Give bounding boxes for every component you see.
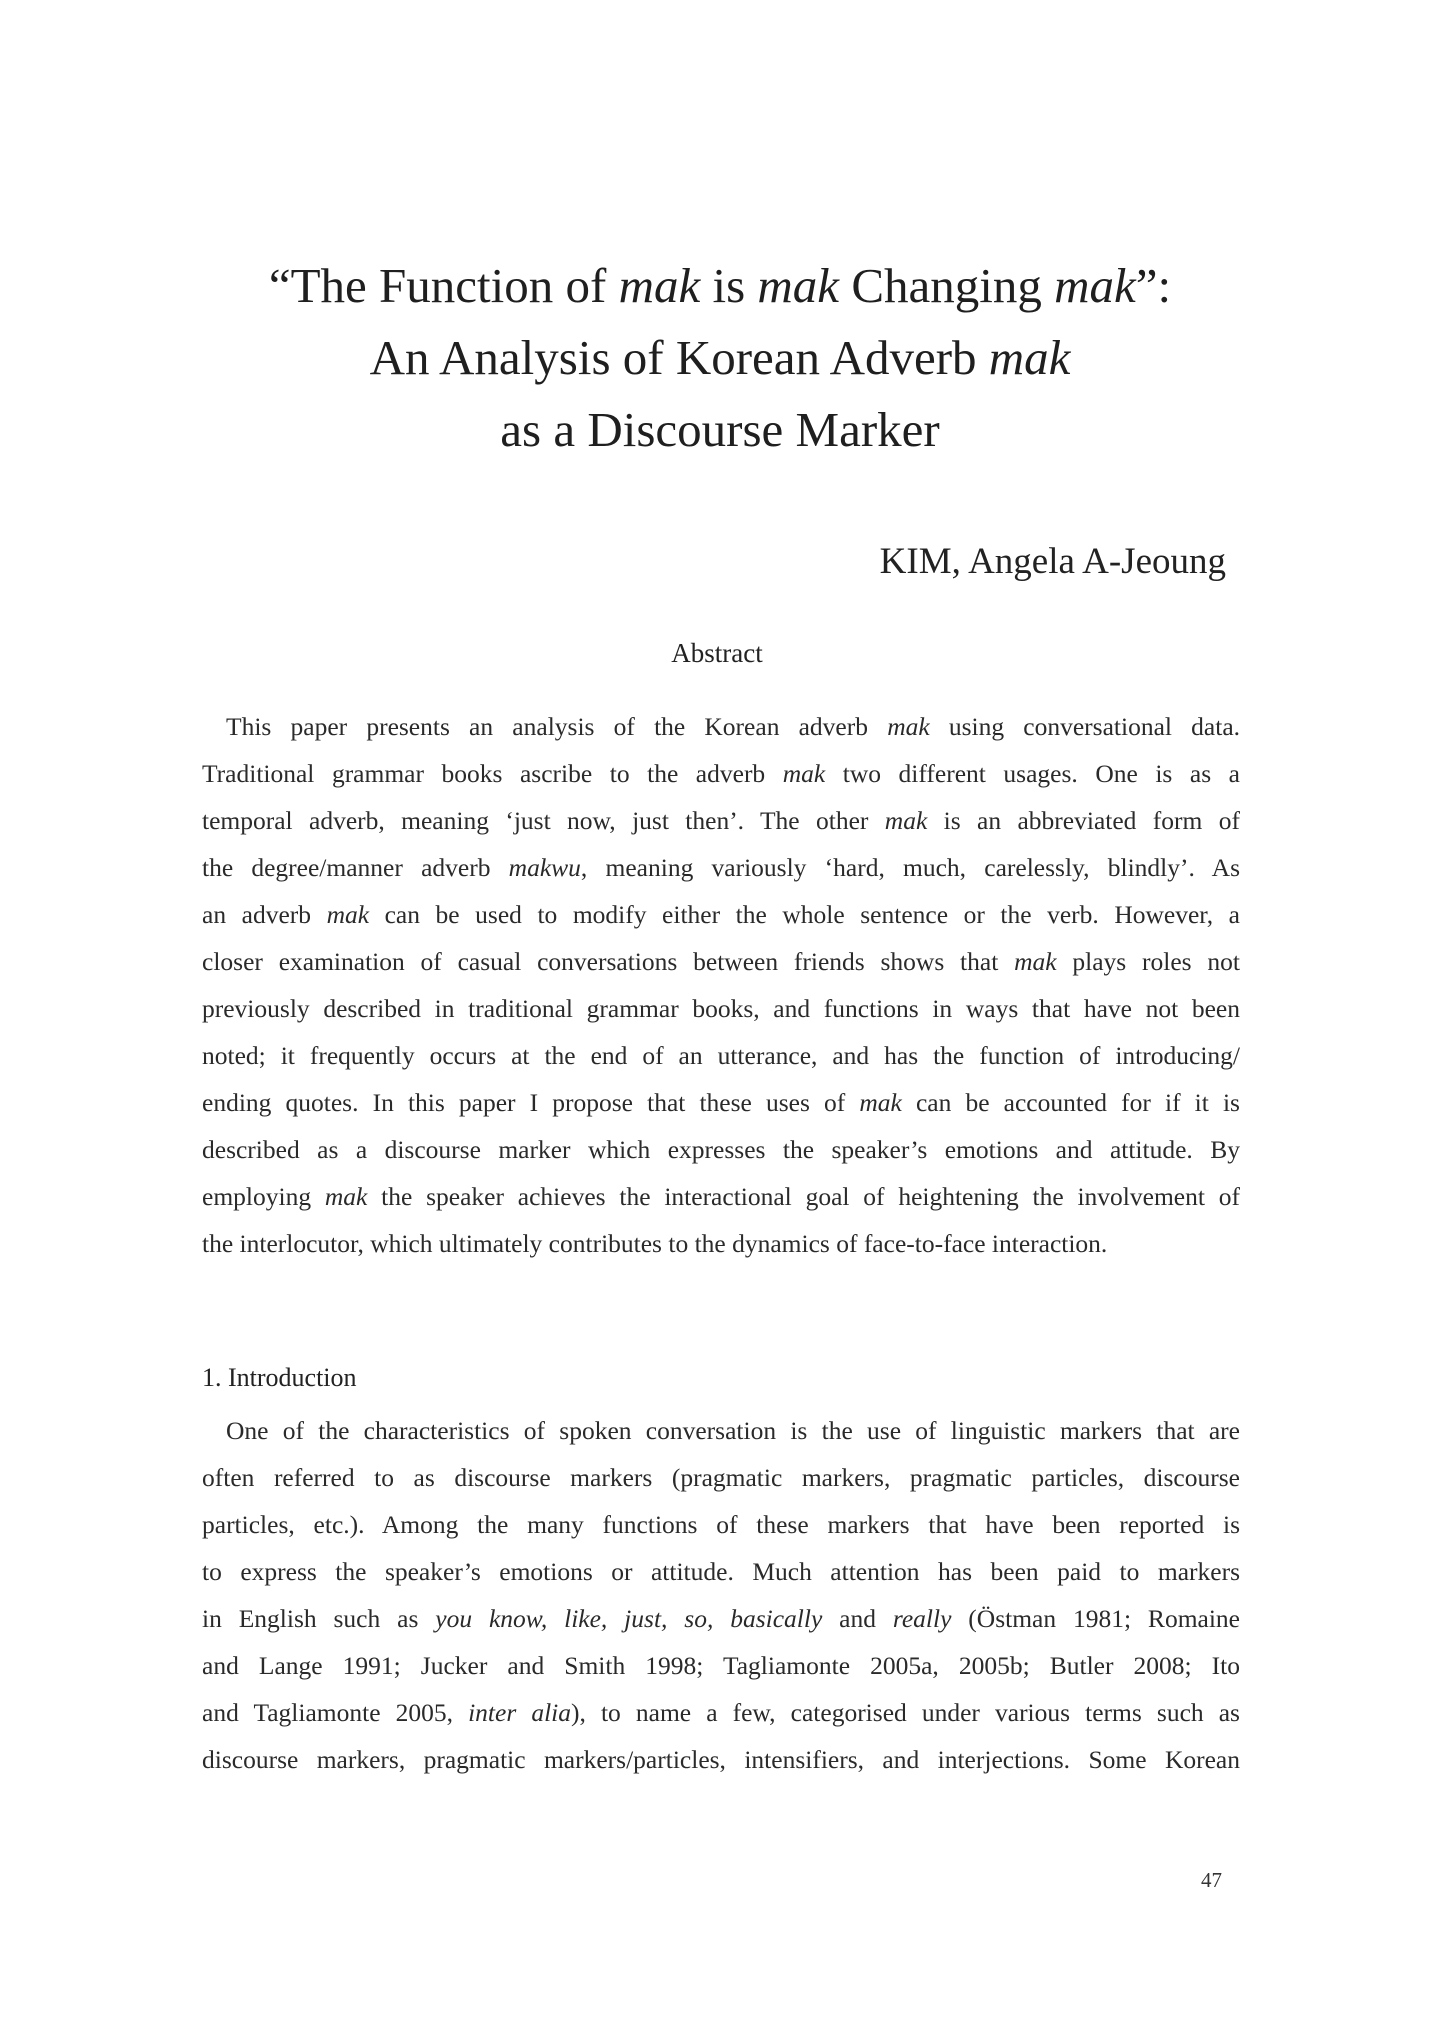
- abstract-line: the interlocutor, which ultimately contributes to the dynamics of face-to-face interaction.: [202, 1229, 1108, 1258]
- title-line-2: An Analysis of Korean Adverb mak: [369, 330, 1071, 385]
- intro-line: and Lange 1991; Jucker and Smith 1998; Tagliamonte 2005a, 2005b; Butler 2008; Ito: [202, 1651, 1240, 1680]
- abstract-line: previously described in traditional grammar books, and functions in ways that have not been: [202, 994, 1240, 1023]
- title-line-1: “The Function of mak is mak Changing mak”:: [268, 258, 1172, 313]
- intro-line: One of the characteristics of spoken conversation is the use of linguistic markers that are: [226, 1416, 1240, 1445]
- abstract-line: ending quotes. In this paper I propose that these uses of mak can be accounted for if it is: [202, 1088, 1240, 1117]
- intro-line: often referred to as discourse markers (pragmatic markers, pragmatic particles, discourse: [202, 1463, 1240, 1492]
- section-heading-introduction: 1. Introduction: [202, 1363, 357, 1392]
- intro-line: to express the speaker’s emotions or attitude. Much attention has been paid to markers: [202, 1557, 1240, 1586]
- author-name: KIM, Angela A-Jeoung: [879, 541, 1226, 582]
- page-number: 47: [1201, 1868, 1222, 1892]
- abstract-line: an adverb mak can be used to modify either the whole sentence or the verb. However, a: [202, 900, 1240, 929]
- intro-line: particles, etc.). Among the many functions of these markers that have been reported is: [202, 1510, 1240, 1539]
- abstract-body: [202, 703, 1240, 1267]
- abstract-line: noted; it frequently occurs at the end of an utterance, and has the function of introducing/: [202, 1041, 1240, 1070]
- abstract-line: This paper presents an analysis of the Korean adverb mak using conversational data.: [226, 712, 1240, 741]
- abstract-heading: Abstract: [671, 638, 763, 668]
- abstract-line: Traditional grammar books ascribe to the adverb mak two different usages. One is as a: [202, 759, 1240, 788]
- paper-title: [200, 250, 1240, 466]
- abstract-line: temporal adverb, meaning ‘just now, just then’. The other mak is an abbreviated form of: [202, 806, 1240, 835]
- introduction-body: [202, 1407, 1240, 1783]
- intro-line: and Tagliamonte 2005, inter alia), to name a few, categorised under various terms such as: [202, 1698, 1240, 1727]
- intro-line: discourse markers, pragmatic markers/particles, intensifiers, and interjections. Some Korean: [202, 1745, 1240, 1774]
- intro-line: in English such as you know, like, just, so, basically and really (Östman 1981; Romaine: [202, 1604, 1240, 1633]
- abstract-line: the degree/manner adverb makwu, meaning variously ‘hard, much, carelessly, blindly’. As: [202, 853, 1240, 882]
- abstract-line: employing mak the speaker achieves the interactional goal of heightening the involvement of: [202, 1182, 1240, 1211]
- title-line-3: as a Discourse Marker: [500, 402, 940, 457]
- abstract-line: described as a discourse marker which expresses the speaker’s emotions and attitude. By: [202, 1135, 1240, 1164]
- abstract-line: closer examination of casual conversations between friends shows that mak plays roles not: [202, 947, 1240, 976]
